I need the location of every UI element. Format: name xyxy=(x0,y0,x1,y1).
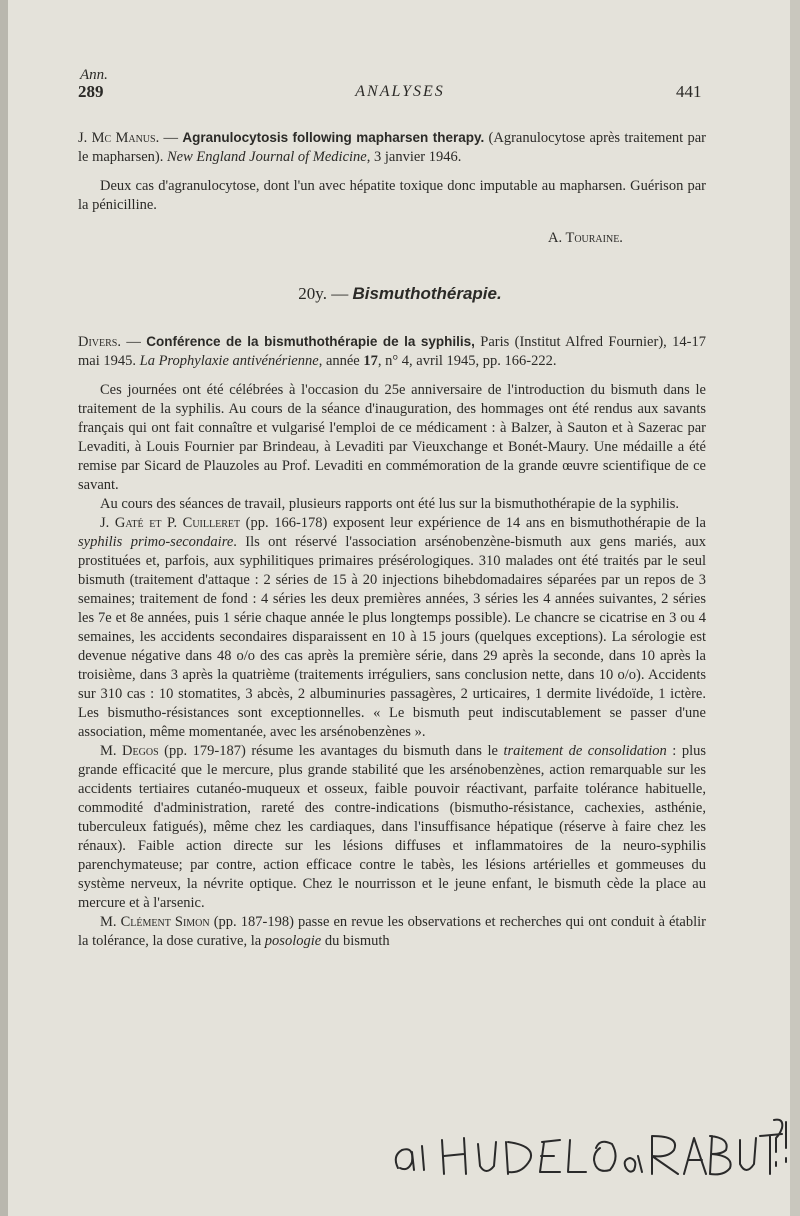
citation-dash: — xyxy=(159,130,183,146)
paragraph-intro: Ces journées ont été célébrées à l'occasion du 25e anniversaire de l'introduction du bismuth dans le traitement de la syphilis. Au cours de la séance d'inauguration, des hommages ont été rendus aux savants français qui ont fait connaître et vulgarisé l'emploi de ce médicament : à Balzer, à Sauton et à Sazerac par Levaditi, à Louis Fournier par Brindeau, à Levaditi par Vieuxchange et Bonét-Maury. Une médaille a été remise par Sicard de Plauzoles au Prof. Levaditi en commémoration de la grande œuvre scientifique de ce savant. xyxy=(78,382,706,493)
citation-title: Conférence de la bismuthothérapie de la syphilis, xyxy=(146,334,475,349)
paragraph-simon xyxy=(78,913,706,951)
section-title: Bismuthothérapie. xyxy=(352,284,502,303)
signature-text: A. Touraine. xyxy=(548,230,623,246)
page-edge-right xyxy=(790,0,800,1216)
article-mcmanus xyxy=(78,128,706,215)
paragraph-author: J. Gaté et P. Cuilleret xyxy=(100,515,241,531)
paragraph-text: . Ils ont réservé l'association arsénobenzène-bismuth aux gens mariés, aux prostituées et, parfois, aux syphilitiques primaires présérologiques. 310 malades ont été traités par le seul bismuth (traitement d'attaque : 2 séries de 15 à 20 injections bihebdomadaires séparées par un repos de 3 semaines; traitement de fond : 4 séries les deux premières années, 3 séries les 4 années suivantes, 2 séries les 7e et 8e années, puis 1 série chaque année le plus longtemps possible). Le chancre se cicatrise en 3 ou 4 semaines, les accidents secondaires disparaissent en 10 à 15 jours (quelques exceptions). La sérologie est devenue négative dans 48 o/o des cas après la première série, dans 29 après la seconde, dans 10 après la troisième, dans 3 après la quatrième (traitements irréguliers, sans conclusion nette, dans 10 o/o). Accidents sur 310 cas : 10 stomatites, 3 abcès, 2 albuminuries passagères, 2 urticaires, 1 dermite livédoïde, 1 ictère. Les bismutho-résistances sont exceptionnelles. « Le bismuth peut indiscutablement se passer d'une association, même momentanée, avec les arsénobenzènes ». xyxy=(78,534,706,740)
paragraph-degos xyxy=(78,742,706,913)
paragraph-text: (pp. 166-178) exposent leur expérience de 14 ans en bismuthothérapie de la xyxy=(240,515,706,531)
header-page-number: 441 xyxy=(676,82,702,101)
paragraph-text: : plus grande efficacité que le mercure, plus grande stabilité que les arsénobenzènes, action remarquable sur les accidents tertiaires cutanéo-muqueux et osseux, faible pouvoir réactivant, parfaite tolérance habituelle, commodité d'administration, rareté des contre-indications (bismutho-résistance, cachexies, asthénie, tuberculeux fatigués), même chez les cardiaques, dans l'insuffisance hépatique (réserve à faire chez les rénaux). Faible action directe sur les lésions diffuses et inflammatoires de la neuro-syphilis parenchymateuse; par contre, action efficace contre le tabès, les lésions artérielles et gommeuses du système nerveux, la névrite optique. Chez le nourrisson et le jeune enfant, le bismuth cède la place au mercure et à l'arsenic. xyxy=(78,743,707,911)
article-divers-citation xyxy=(78,332,706,371)
paragraph-italic: posologie xyxy=(264,933,322,949)
header-title: ANALYSES xyxy=(355,83,445,100)
paragraph-text: (pp. 179-187) résume les avantages du bismuth dans le xyxy=(158,743,504,759)
citation-author: J. Mc Manus. xyxy=(78,130,160,146)
paragraph-italic: traitement de consolidation xyxy=(503,743,667,759)
citation-date: , 3 janvier 1946. xyxy=(366,149,462,165)
paragraph-text: (pp. 187-198) passe en revue les observations et recherches qui ont conduit à établir la tolérance, la dose curative, la xyxy=(78,914,706,949)
citation-dash: — xyxy=(121,334,147,350)
article-divers xyxy=(78,332,706,951)
citation-title: Agranulocytosis following mapharsen therapy. xyxy=(182,130,485,145)
header-volume: 289 xyxy=(78,82,104,101)
citation-author: Divers. xyxy=(78,334,121,350)
citation-journal: New England Journal of Medicine xyxy=(166,149,367,165)
section-dash: — xyxy=(326,284,353,303)
citation-volume: 17 xyxy=(363,353,378,369)
citation-issue: , n° 4, avril 1945, pp. 166-222. xyxy=(377,353,557,369)
paragraph-reports: Au cours des séances de travail, plusieurs rapports ont été lus sur la bismuthothérapie de la syphilis. xyxy=(100,496,680,512)
article-mcmanus-body: Deux cas d'agranulocytose, dont l'un avec hépatite toxique donc imputable au mapharsen. Guérison par la pénicilline. xyxy=(78,178,706,213)
paragraph-author: M. Degos xyxy=(100,743,159,759)
paragraph-text: du bismuth xyxy=(321,933,390,949)
page-edge-left xyxy=(0,0,8,1216)
handwritten-annotation xyxy=(390,1118,790,1188)
paragraph-gate xyxy=(78,514,706,742)
section-heading xyxy=(0,284,800,304)
citation-place: Paris (Institut Alfred Fournier), 14-17 mai 1945. xyxy=(78,334,706,369)
signature xyxy=(548,229,623,248)
article-mcmanus-citation xyxy=(78,128,706,167)
section-number: 20y. xyxy=(298,284,327,303)
header-journal-abbrev: Ann. xyxy=(80,67,108,83)
paragraph-italic: syphilis primo-secondaire xyxy=(78,534,234,550)
citation-journal: La Prophylaxie antivénérienne xyxy=(139,353,319,369)
paragraph-author: M. Clément Simon xyxy=(100,914,210,930)
citation-year: , année xyxy=(318,353,364,369)
citation-translation: (Agranulocytose après traitement par le mapharsen). xyxy=(78,130,706,165)
